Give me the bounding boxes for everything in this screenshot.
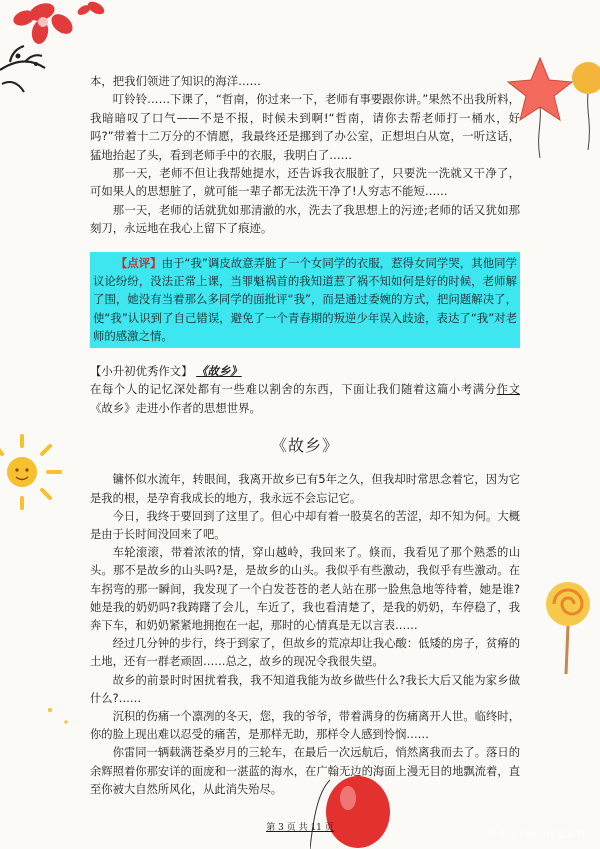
essay-body [90, 471, 520, 799]
essay-paragraph: 车轮滚滚，带着浓浓的情，穿山越岭，我回来了。倏而，我看见了那个熟悉的山头。那不是故乡的山头吗?是，是故乡的山头。我似乎有些激动，我似乎有些激动。在车拐弯的那一瞬间，我发现了一个白发苍苍的老人站在那一脸焦急地等待着，她是谁?她是我的奶奶吗?我踌躇了会儿，车近了，我也看清楚了，是我的奶奶，车停稳了，我奔下车，和奶奶紧紧地拥抱在一起，那时的心情真是无以言表…… [90, 546, 520, 632]
essay-paragraph: 今日，我终于要回到了这里了。但心中却有着一股莫名的苦涩，却不知为何。大概是由于长时间没回来了吧。 [90, 509, 520, 541]
paragraph: 本，把我们领进了知识的海洋…… [90, 74, 261, 88]
essay-paragraph: 沉积的伤痛一个凛冽的冬天，您，我的爷爷，带着满身的伤痛离开人世。临终时，你的脸上现出难以忍受的痛苦，是那样无助，那样令人感到怜悯…… [90, 709, 520, 742]
sun-decoration [0, 430, 70, 510]
page-content [90, 72, 520, 799]
essay-paragraph: 经过几分钟的步行，终于到家了，但故乡的荒凉却让我心酸：低矮的房子，贫瘠的土地，还有一群老顽固……总之，故乡的现况令我很失望。 [90, 637, 520, 669]
essay-paragraph: 故乡的前景时时困扰着我，我不知道我能为故乡做些什么?我长大后又能为家乡做什么?…… [90, 673, 520, 705]
intro-paragraph: 在每个人的记忆深处都有一些难以割舍的东西，下面让我们随着这篇小考满分作文《故乡》走进小作者的思想世界。 [90, 382, 520, 415]
paragraph: 叮铃铃……下课了，“哲南，你过来一下，老师有事要跟你讲。”果然不出我所料，我暗暗叹了口气——不是不报，时候未到啊!“哲南，请你去帮老师打一桶水，好吗?”带着十二万分的不情愿，我最终还是挪到了办公室，正想坦白从宽，一听这话，猛地抬起了头，看到老师手中的衣服，我明白了…… [90, 92, 520, 162]
section-title-link[interactable]: 《故乡》 [196, 363, 242, 378]
essay-title: 《故乡》 [270, 435, 339, 455]
page-number: 第 3 页 共 11 页 [266, 823, 334, 833]
intro-link[interactable]: 作文 [496, 382, 520, 397]
confetti-decoration [40, 700, 80, 740]
review-tag: 【点评】 [115, 255, 162, 270]
review-block [90, 252, 520, 348]
essay-paragraph: 镛怀似水流年，转眼间，我离开故乡已有5年之久，但我却时常思念着它，因为它是我的根，是孕育我成长的地方，我永远不会忘记它。 [90, 473, 520, 505]
watermark: 头条号 / 原创作文素材 [486, 830, 586, 841]
essay-paragraph: 你雷同一辆载满苍桑岁月的三轮车，在最后一次远航后，悄然离我而去了。落日的余辉照着你那安详的面庞和一湛蓝的海水，在广翰无边的海面上漫无目的地飘流着，直至你被大自然所风化，从此消失殆尽。 [90, 746, 520, 796]
review-text: 由于“我”调皮故意弄脏了一个女同学的衣服，惹得女同学哭，其他同学议论纷纷，没法正常上课，当罪魁祸首的我知道惹了祸不知如何是好的时候，老师解了围，她没有当着那么多同学的面批评“我”，而是通过委婉的方式，把问题解决了，使“我”认识到了自己错误，避免了一个青春期的叛逆少年误入歧途，表达了“我”对老师的感激之情。 [93, 255, 517, 344]
lollipop-decoration [538, 576, 600, 676]
paragraph: 那一天，老师的话就犹如那清澈的水，洗去了我思想上的污迹;老师的话又犹如那刻刀，永远地在我心上留下了痕迹。 [90, 202, 520, 236]
section-label: 【小升初优秀作文】 [90, 363, 193, 378]
paragraph: 那一天，老师不但让我帮她提水，还告诉我衣服脏了，只要洗一洗就又干净了，可如果人的思想脏了，就可能一辈子都无法洗干净了!人穷志不能短…… [90, 166, 520, 199]
section-header [90, 362, 520, 380]
